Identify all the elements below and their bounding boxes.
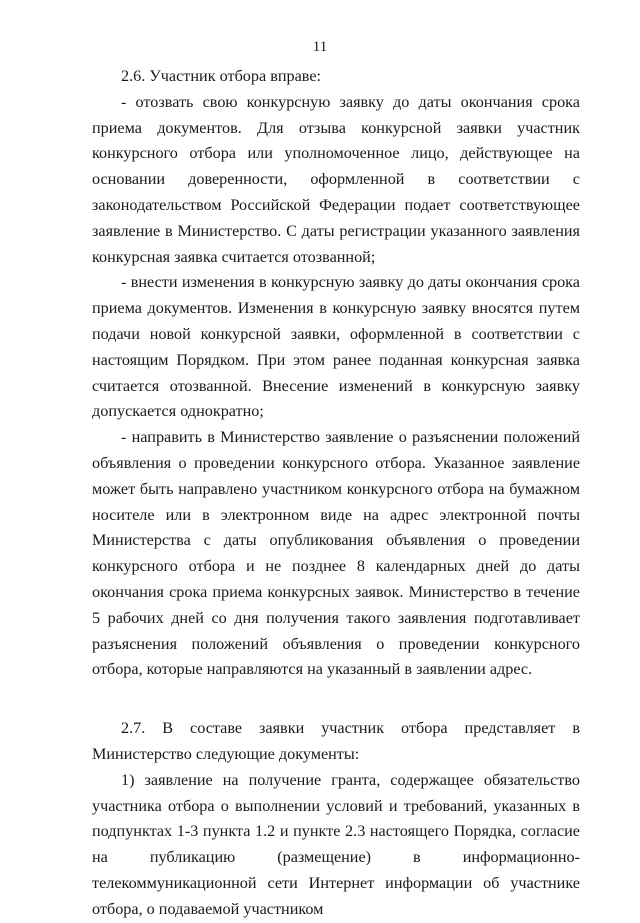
page-number: 11 (312, 39, 328, 55)
paragraph-amend-application: - внести изменения в конкурсную заявку до даты окончания срока приема документов. Изменения в конкурсную заявку вносятся путем подачи новой конкурсной заявки, оформленной в соответствии с настоящим Порядком. При этом ранее поданная конкурсная заявка считается отозванной. Внесение изменений в конкурсную заявку допускается однократно; (92, 273, 580, 421)
section-2-7-heading: 2.7. В составе заявки участник отбора представляет в Министерство следующие документы: (92, 719, 580, 763)
section-2-6-heading: 2.6. Участник отбора вправе: (121, 67, 322, 85)
paragraph-grant-application: 1) заявление на получение гранта, содержащее обязательство участника отбора о выполнении условий и требований, указанных в подпунктах 1-3 пункта 1.2 и пункте 2.3 настоящего Порядка, согласие на публикацию (размещение) в информационно-телекоммуникационной сети Интернет информации об участнике отбора, о подаваемой участником (92, 770, 580, 918)
paragraph-request-clarification: - направить в Министерство заявление о разъяснении положений объявления о проведении конкурсного отбора. Указанное заявление может быть направлено участником конкурсного отбора на бумажном носителе или в электронном виде на адрес электронной почты Министерства с даты опубликования объявления о проведении конкурсного отбора и не позднее 8 календарных дней до даты окончания срока приема конкурсных заявок. Министерство в течение 5 рабочих дней со дня получения такого заявления подготавливает разъяснения положений объявления о проведении конкурсного отбора, которые направляются на указанный в заявлении адрес. (92, 428, 580, 679)
paragraph-withdraw-application: - отозвать свою конкурсную заявку до даты окончания срока приема документов. Для отзыва конкурсной заявки участник конкурсного отбора или уполномоченное лицо, действующее на основании доверенности, оформленной в соответствии с законодательством Российской Федерации подает соответствующее заявление в Министерство. С даты регистрации указанного заявления конкурсная заявка считается отозванной; (92, 92, 580, 266)
page-content (92, 64, 580, 923)
section-gap (92, 683, 580, 716)
